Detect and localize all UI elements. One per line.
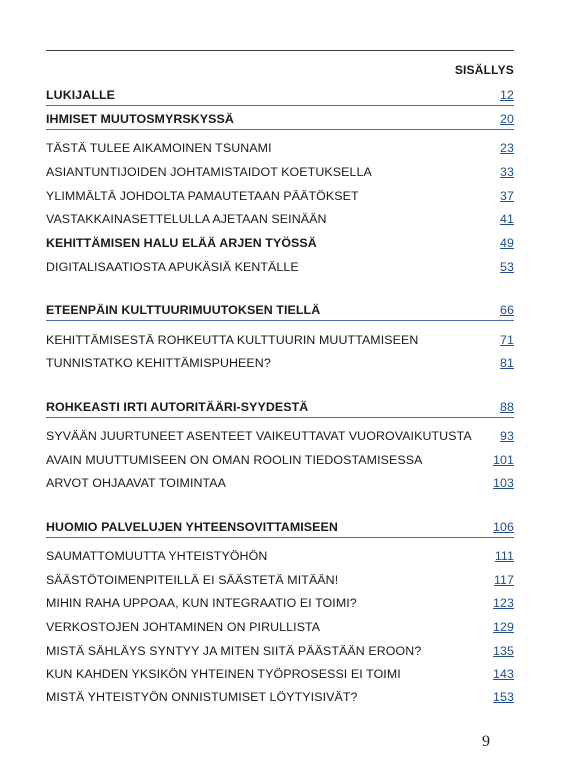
toc-entry-title: KUN KAHDEN YKSIKÖN YHTEINEN TYÖPROSESSI EI TOIMI (46, 667, 401, 681)
toc-chapter-entry[interactable] (46, 88, 514, 106)
toc-entry-title: MISTÄ YHTEISTYÖN ONNISTUMISET LÖYTYISIVÄT? (46, 690, 358, 704)
toc-page-link[interactable]: 71 (500, 333, 514, 347)
toc-entry[interactable] (46, 429, 514, 443)
toc-entry[interactable] (46, 620, 514, 634)
toc-chapter-entry[interactable] (46, 400, 514, 418)
toc-entry-title: ARVOT OHJAAVAT TOIMINTAA (46, 476, 227, 490)
toc-entry[interactable] (46, 690, 514, 704)
toc-heading: SISÄLLYS (454, 63, 514, 77)
toc-entry-title: IHMISET MUUTOSMYRSKYSSÄ (46, 112, 234, 126)
toc-page-link[interactable]: 88 (500, 400, 514, 414)
toc-entry-title: TÄSTÄ TULEE AIKAMOINEN TSUNAMI (46, 141, 272, 155)
toc-page-link[interactable]: 111 (494, 549, 514, 563)
toc-page-link[interactable]: 93 (500, 429, 514, 443)
toc-page-link[interactable]: 101 (493, 453, 514, 467)
toc-entry-title: AVAIN MUUTTUMISEEN ON OMAN ROOLIN TIEDOSTAMISESSA (46, 453, 423, 467)
toc-page-link[interactable]: 49 (500, 236, 514, 250)
toc-entry-title: ETEENPÄIN KULTTUURIMUUTOKSEN TIELLÄ (46, 303, 321, 317)
toc-entry-title: SÄÄSTÖTOIMENPITEILLÄ EI SÄÄSTETÄ MITÄÄN! (46, 573, 339, 587)
page-number: 9 (482, 733, 490, 750)
toc-page-link[interactable]: 37 (500, 189, 514, 203)
toc-entry-title: LUKIJALLE (46, 88, 116, 102)
toc-entry-title: TUNNISTATKO KEHITTÄMISPUHEEN? (46, 356, 271, 370)
toc-page-link[interactable]: 23 (500, 141, 514, 155)
toc-page-link[interactable]: 135 (493, 644, 514, 658)
toc-page-link[interactable]: 129 (493, 620, 514, 634)
toc-chapter-entry[interactable] (46, 303, 514, 321)
toc-entry[interactable] (46, 333, 514, 347)
toc-page-link[interactable]: 117 (493, 573, 514, 587)
toc-entry[interactable] (46, 189, 514, 203)
toc-entry-title: VASTAKKAINASETTELULLA AJETAAN SEINÄÄN (46, 212, 327, 226)
toc-entry-title: SYVÄÄN JUURTUNEET ASENTEET VAIKEUTTAVAT VUOROVAIKUTUSTA (46, 429, 472, 443)
toc-entry[interactable] (46, 260, 514, 274)
toc-entry[interactable] (46, 356, 514, 370)
toc-entry-title: ROHKEASTI IRTI AUTORITÄÄRI-SYYDESTÄ (46, 400, 309, 414)
toc-page-link[interactable]: 153 (493, 690, 514, 704)
toc-entry-title: KEHITTÄMISEN HALU ELÄÄ ARJEN TYÖSSÄ (46, 236, 317, 250)
toc-page-link[interactable]: 81 (500, 356, 514, 370)
toc-page-link[interactable]: 20 (500, 112, 514, 126)
toc-page-link[interactable]: 143 (493, 667, 514, 681)
toc-entry[interactable] (46, 573, 514, 587)
toc-entry-title: YLIMMÄLTÄ JOHDOLTA PAMAUTETAAN PÄÄTÖKSET (46, 189, 359, 203)
toc-chapter-entry[interactable] (46, 520, 514, 538)
toc-entry-title: VERKOSTOJEN JOHTAMINEN ON PIRULLISTA (46, 620, 321, 634)
toc-entry[interactable] (46, 476, 514, 490)
toc-page-link[interactable]: 53 (500, 260, 514, 274)
toc-entry-title: DIGITALISAATIOSTA APUKÄSIÄ KENTÄLLE (46, 260, 299, 274)
toc-entry[interactable] (46, 165, 514, 179)
toc-chapter-entry[interactable] (46, 112, 514, 130)
toc-page-link[interactable]: 123 (493, 596, 514, 610)
toc-entry-title: MISTÄ SÄHLÄYS SYNTYY JA MITEN SIITÄ PÄÄSTÄÄN EROON? (46, 644, 422, 658)
toc-page-link[interactable]: 33 (500, 165, 514, 179)
toc-entry-title: KEHITTÄMISESTÄ ROHKEUTTA KULTTUURIN MUUTTAMISEEN (46, 333, 419, 347)
toc-entry[interactable] (46, 667, 514, 681)
toc-entry[interactable] (46, 453, 514, 467)
toc-entry[interactable] (46, 596, 514, 610)
toc-entry-title: SAUMATTOMUUTTA YHTEISTYÖHÖN (46, 549, 268, 563)
top-rule (46, 50, 514, 51)
toc-page-link[interactable]: 12 (500, 88, 514, 102)
toc-entry[interactable] (46, 236, 514, 250)
toc-entry-title: ASIANTUNTIJOIDEN JOHTAMISTAIDOT KOETUKSELLA (46, 165, 372, 179)
toc-entry[interactable] (46, 212, 514, 226)
toc-page-link[interactable]: 106 (493, 520, 514, 534)
toc-entry[interactable] (46, 141, 514, 155)
toc-entry[interactable] (46, 644, 514, 658)
toc-page-link[interactable]: 41 (500, 212, 514, 226)
toc-entry-title: MIHIN RAHA UPPOAA, KUN INTEGRAATIO EI TOIMI? (46, 596, 357, 610)
toc-entry[interactable] (46, 549, 514, 563)
toc-page-link[interactable]: 103 (493, 476, 514, 490)
toc-page-link[interactable]: 66 (500, 303, 514, 317)
toc-entry-title: HUOMIO PALVELUJEN YHTEENSOVITTAMISEEN (46, 520, 338, 534)
